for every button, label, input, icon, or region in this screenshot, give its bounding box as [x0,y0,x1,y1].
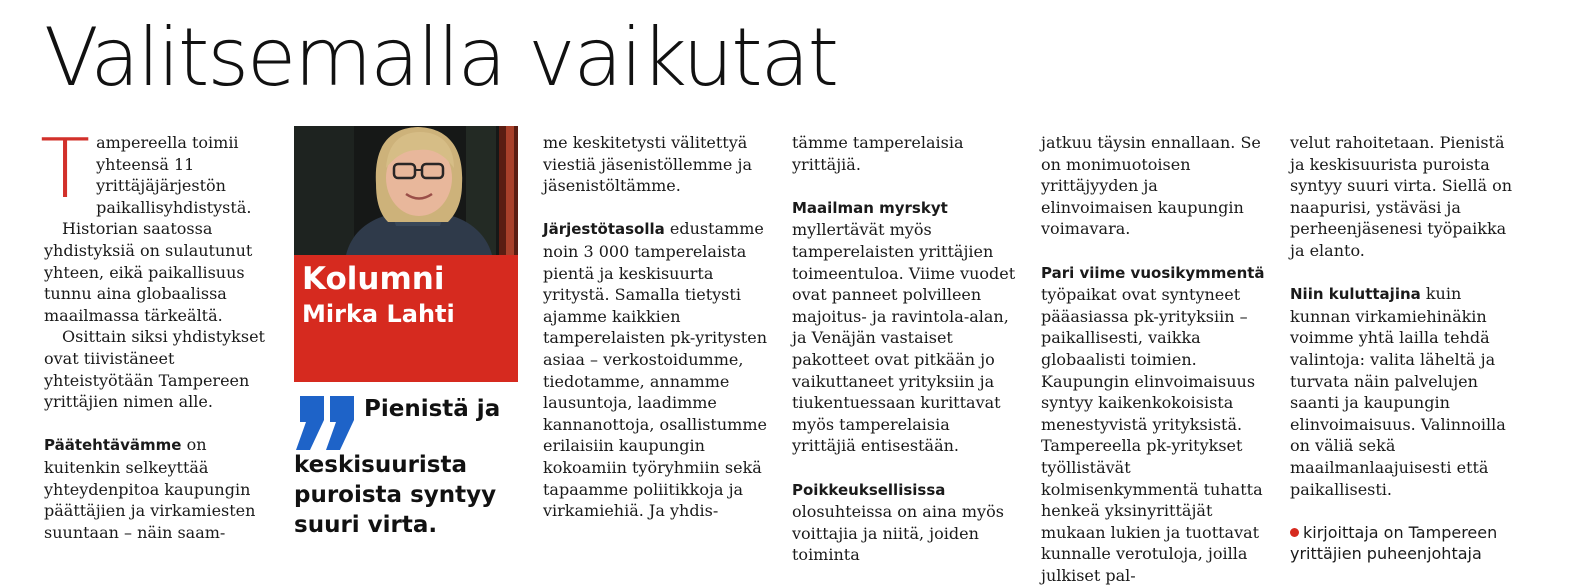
paragraph [1290,283,1514,500]
paragraph [1041,262,1265,586]
lead-in: Poikkeuksellisissa [792,480,946,499]
paragraph-text: ampereella toimii yhteensä 11 yrittäjäjärjestön paikallisyhdistystä. [96,133,252,217]
paragraph-text: edustamme noin 3 000 tamperelaista pientä ja keskisuurta yritystä. Samalla tietysti ajamme kaikkien tamperelaisten pk-yritysten asiaa – verkostoidumme, tiedotamme, annamme lausuntoja, laadimme kannanottoja, osallistumme erilaisiin kaupungin kokoamiin työryhmiin sekä tapaamme poliitikkoja ja virkamiehiä. Ja yhdis- [543,219,767,521]
author-name: Mirka Lahti [302,300,455,328]
paragraph: jatkuu täysin ennallaan. Se on monimuotoisen yrittäjyyden ja elinvoimaisen kaupungin voimavara. [1041,133,1261,239]
author-photo [294,126,518,255]
bullet-dot-icon [1290,528,1299,537]
lead-in: Pari viime vuosikymmentä [1041,263,1265,282]
headline: Valitsemalla vaikutat [44,11,838,104]
lead-in: Järjestötasolla [543,220,665,239]
lead-in: Maailman myrskyt [792,198,948,217]
paragraph [40,122,268,218]
paragraph [44,434,268,543]
article-column-3 [543,132,767,522]
pull-quote-text: Pienistä ja keskisuurista puroista syntyy suuri virta. [294,396,501,538]
column-label: Kolumni [302,261,445,297]
paragraph: tämme tamperelaisia yrittäjiä. [792,133,964,174]
pull-quote [294,394,518,540]
paragraph [792,197,1016,457]
article-column-6 [1290,132,1514,565]
paragraph: me keskitetysti välitettyä viestiä jäsenistöllemme ja jäsenistöltämme. [543,133,752,196]
paragraph: Osittain siksi yhdistykset ovat tiivistäneet yhteistyötään Tampereen yrittäjien nimen alle. [44,327,265,412]
paragraph-text: olosuhteissa on aina myös voittajia ja niitä, joiden toiminta [792,502,1004,565]
drop-cap: T [40,122,91,217]
paragraph-text: on kuitenkin selkeyttää yhteydenpitoa kaupungin päättäjien ja virkamiesten suuntaan – näin saam- [44,435,256,542]
lead-in: Niin kuluttajina [1290,285,1421,304]
paragraph: velut rahoitetaan. Pienistä ja keskisuurista puroista syntyy suuri virta. Siellä on naapurisi, ystäväsi ja perheenjäsenesi työpaikka ja elanto. [1290,133,1513,260]
paragraph [792,479,1016,566]
paragraph-text: myllertävät myös tamperelaisten yrittäjien toimeentuloa. Viime vuodet ovat panneet polvilleen majoitus- ja ravintola-alan, ja Venäjän vastaiset pakotteet ovat pitkään jo vaikuttaneet yrityksiin ja tiukentuessaan kurittavat myös tamperelaisia yrittäjiä entisestään. [792,220,1016,456]
paragraph-text: työpaikat ovat syntyneet pääasiassa pk-yrityksiin – paikallisesti, vaikka globaalisti toimien. Kaupungin elinvoimaisuus syntyy kaikenkokoisista menestyvistä yrityksistä. Tampereella pk-yritykset työllistävät kolmisenkymmentä tuhatta henkeä yksinyrittäjät mukaan lukien ja tuottavat kunnalle verotuloja, joilla julkiset pal- [1041,285,1263,585]
quotation-mark-icon [294,396,358,450]
article-column-4 [792,132,1016,566]
paragraph [543,218,767,521]
author-portrait-image [294,126,518,255]
article-column-5 [1041,132,1265,586]
byline-text: kirjoittaja on Tampereen yrittäjien puheenjohtaja [1290,522,1498,564]
paragraph: Historian saatossa yhdistyksiä on sulautunut yhteen, eikä paikallisuus tunnu aina globaalissa maailmassa tärkeältä. [44,219,253,325]
paragraph-text: kuin kunnan virkamiehinäkin voimme yhtä lailla tehdä valintoja: valita läheltä ja turvata näin palvelujen saanti ja kaupungin elinvoimaisuus. Valinnoilla on väliä sekä maailmanlaajuisesti että paikallisesti. [1290,284,1506,499]
article-column-1 [40,122,268,543]
column-label-box [294,255,518,382]
author-byline [1290,522,1514,565]
lead-in: Päätehtävämme [44,436,182,455]
